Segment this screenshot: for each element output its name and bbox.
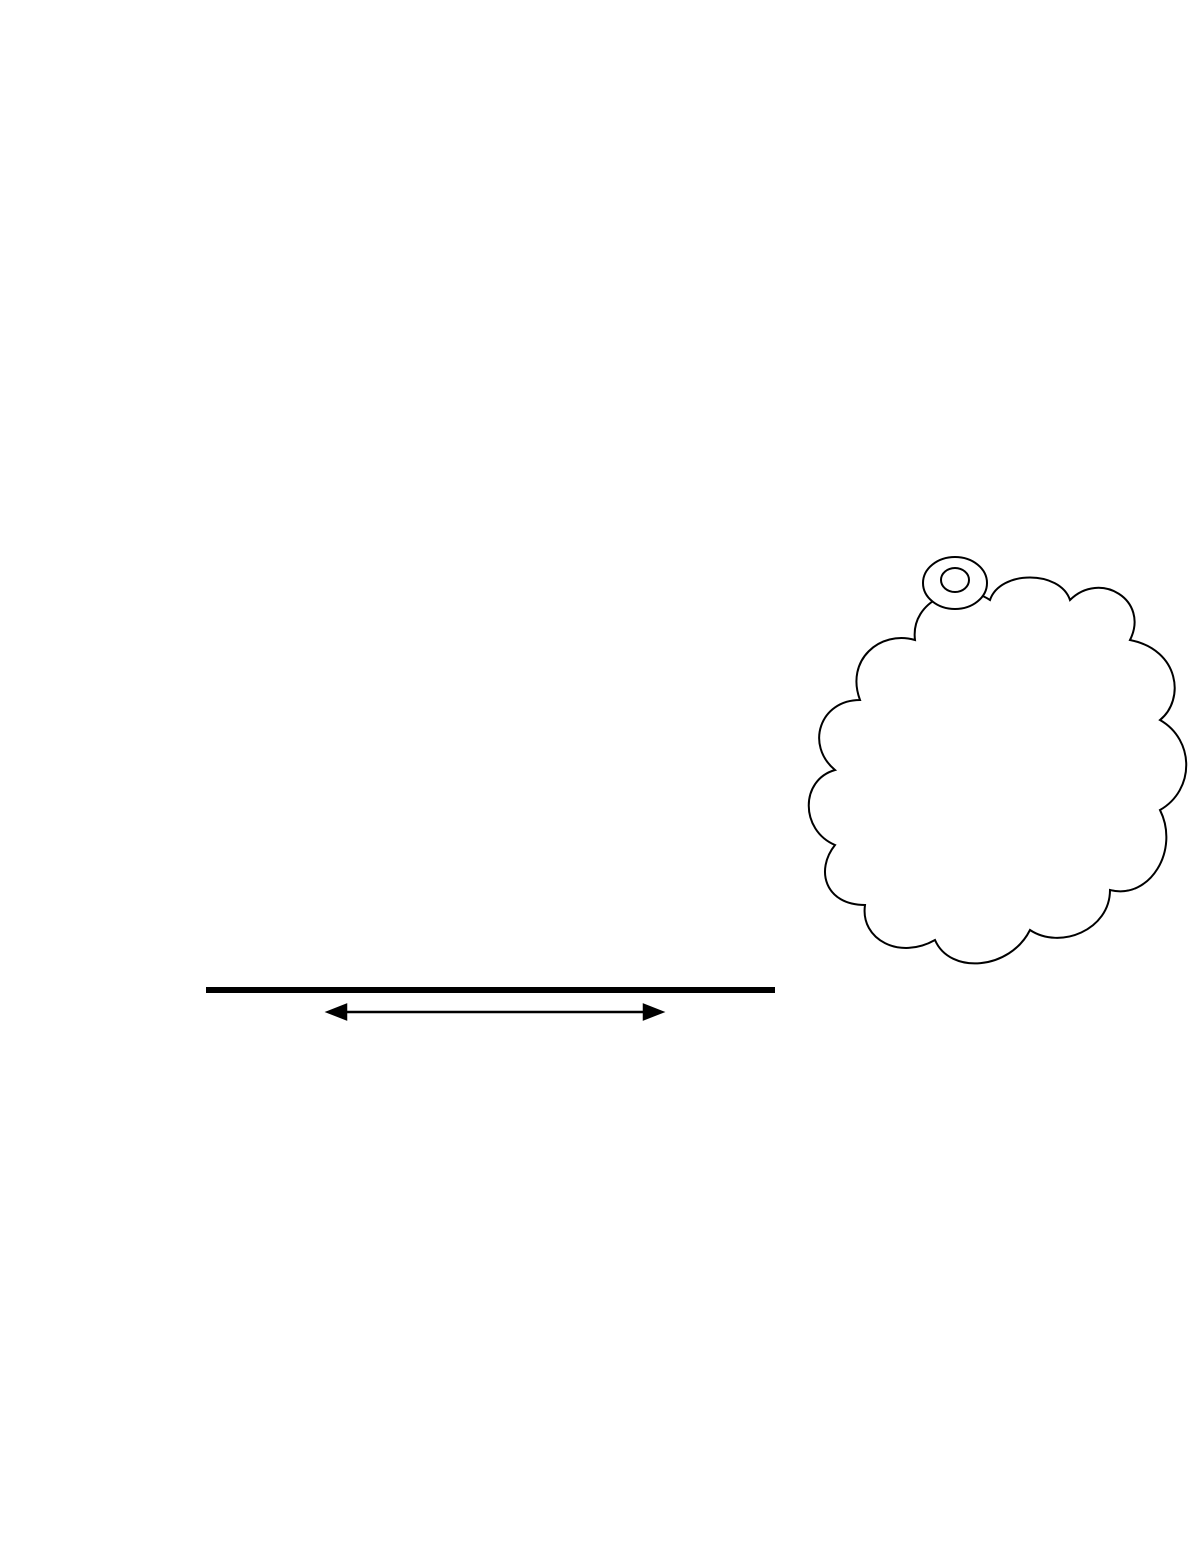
cloud-outline	[809, 578, 1187, 964]
width-arrow-right-head	[644, 1005, 662, 1019]
width-arrow-left-head	[328, 1005, 346, 1019]
width-dimension	[328, 1005, 662, 1019]
feedback-cloud	[809, 557, 1187, 963]
thought-bubble-inner	[941, 568, 969, 592]
